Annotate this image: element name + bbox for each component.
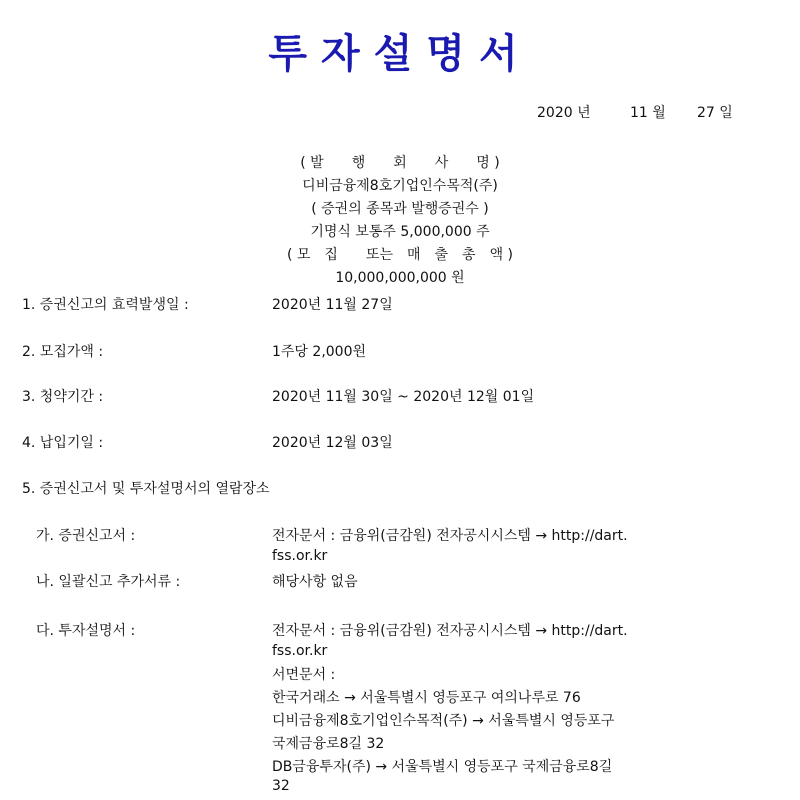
issuer-name: 디비금융제8호기업인수목적(주) <box>302 178 498 194</box>
effective-date-label: 1. 증권신고의 효력발생일 : <box>22 297 189 313</box>
place-da-line7: DB금융투자(주) → 서울특별시 영등포구 국제금융로8길 <box>272 759 613 775</box>
place-da-line8: 32 <box>272 778 290 794</box>
offering-value: 10,000,000,000 원 <box>335 270 465 286</box>
securities-value: 기명식 보통주 5,000,000 주 <box>310 224 490 240</box>
place-da-line5: 디비금융제8호기업인수목적(주) → 서울특별시 영등포구 <box>272 713 615 729</box>
place-da-line2: fss.or.kr <box>272 643 328 659</box>
document-title: 투자설명서 <box>268 30 532 77</box>
place-ga-line1: 전자문서 : 금융위(금감원) 전자공시시스템 → http://dart. <box>272 528 628 544</box>
date-month: 11 월 <box>630 105 666 121</box>
place-na-value: 해당사항 없음 <box>272 574 358 590</box>
payment-date-label: 4. 납입기일 : <box>22 435 104 451</box>
payment-date-value: 2020년 12월 03일 <box>272 435 393 451</box>
offer-price-label: 2. 모집가액 : <box>22 344 104 360</box>
place-da-label: 다. 투자설명서 : <box>36 623 136 639</box>
securities-heading: ( 증권의 종목과 발행증권수 ) <box>311 201 489 217</box>
place-na-label: 나. 일괄신고 추가서류 : <box>36 574 181 590</box>
place-da-line3: 서면문서 : <box>272 667 336 683</box>
offer-price-value: 1주당 2,000원 <box>272 344 367 360</box>
place-ga-line2: fss.or.kr <box>272 548 328 564</box>
place-da-line6: 국제금융로8길 32 <box>272 736 385 752</box>
date-day: 27 일 <box>697 105 733 121</box>
inspection-places-label: 5. 증권신고서 및 투자설명서의 열람장소 <box>22 481 270 497</box>
issuer-heading: ( 발 행 회 사 명 ) <box>300 155 500 171</box>
subscription-period-value: 2020년 11월 30일 ~ 2020년 12월 01일 <box>272 389 535 405</box>
effective-date-value: 2020년 11월 27일 <box>272 297 393 313</box>
date-year: 2020 년 <box>537 105 591 121</box>
place-da-line4: 한국거래소 → 서울특별시 영등포구 여의나루로 76 <box>272 690 581 706</box>
place-ga-label: 가. 증권신고서 : <box>36 528 136 544</box>
subscription-period-label: 3. 청약기간 : <box>22 389 104 405</box>
offering-heading: ( 모 집 또는 매 출 총 액 ) <box>286 247 513 263</box>
place-da-line1: 전자문서 : 금융위(금감원) 전자공시시스템 → http://dart. <box>272 623 628 639</box>
